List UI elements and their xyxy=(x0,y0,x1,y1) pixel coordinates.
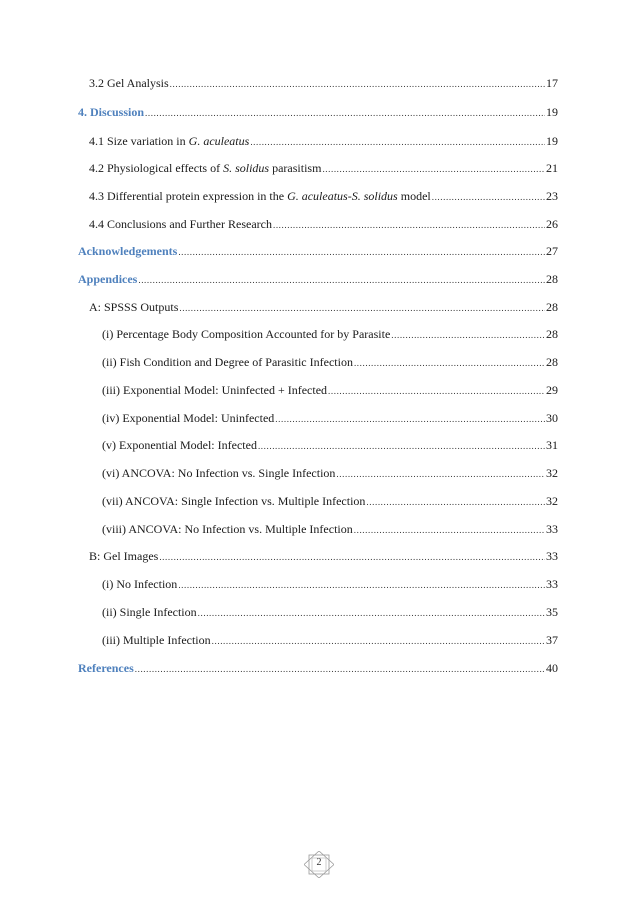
toc-entry-text: References xyxy=(78,661,134,675)
dot-leader xyxy=(391,327,545,343)
dot-leader xyxy=(354,355,545,371)
toc-entry[interactable] xyxy=(78,660,558,676)
toc-entry-page-number: 32 xyxy=(546,466,558,480)
toc-entry-page-number: 33 xyxy=(546,549,558,563)
toc-entry-title xyxy=(78,660,134,676)
dot-leader xyxy=(179,300,545,316)
toc-entry[interactable] xyxy=(78,243,558,259)
toc-entry-text: (iii) Exponential Model: Uninfected + Infected xyxy=(102,383,328,397)
toc-entry-page-number: 28 xyxy=(546,272,558,286)
toc-entry-title xyxy=(89,160,321,176)
toc-entry-text: Appendices xyxy=(78,272,138,286)
toc-entry-text: 4.4 Conclusions and Further Research xyxy=(89,217,272,231)
dot-leader xyxy=(170,76,545,92)
toc-entry-page-number: 35 xyxy=(546,605,558,619)
toc-entry-page-number: 28 xyxy=(546,355,558,369)
toc-entry[interactable] xyxy=(89,216,558,232)
toc-entry-title xyxy=(89,133,249,149)
toc-entry-title xyxy=(102,354,353,370)
toc-entry[interactable] xyxy=(102,382,558,398)
toc-entry-title xyxy=(78,243,177,259)
toc-entry-title xyxy=(89,188,431,204)
dot-leader xyxy=(212,633,545,649)
dot-leader xyxy=(178,577,545,593)
toc-entry-page-number: 21 xyxy=(546,161,558,175)
toc-entry[interactable] xyxy=(89,133,558,149)
toc-entry-title xyxy=(89,548,158,564)
toc-entry[interactable] xyxy=(102,493,558,509)
toc-entry[interactable] xyxy=(102,354,558,370)
dot-leader xyxy=(178,244,545,260)
dot-leader xyxy=(145,105,545,121)
toc-entry-text: (i) No Infection xyxy=(102,577,178,591)
toc-entry-title xyxy=(102,493,365,509)
toc-entry-text: (v) Exponential Model: Infected xyxy=(102,438,257,452)
toc-entry[interactable] xyxy=(102,604,558,620)
toc-entry[interactable] xyxy=(89,299,558,315)
toc-entry[interactable] xyxy=(102,576,558,592)
toc-entry-italic-text: G. aculeatus xyxy=(188,134,250,148)
toc-entry-text-suffix: model xyxy=(397,189,431,203)
dot-leader xyxy=(322,161,545,177)
toc-entry-text: 4.1 Size variation in xyxy=(89,134,189,148)
toc-entry-page-number: 37 xyxy=(546,633,558,647)
toc-entry-italic-text: G. aculeatus-S. solidus xyxy=(287,189,398,203)
toc-entry-text: (ii) Fish Condition and Degree of Parasitic Infection xyxy=(102,355,353,369)
toc-entry-text: 4.2 Physiological effects of xyxy=(89,161,224,175)
toc-entry-text: 4.3 Differential protein expression in the xyxy=(89,189,288,203)
toc-entry-title xyxy=(102,326,390,342)
dot-leader xyxy=(258,438,545,454)
toc-entry[interactable] xyxy=(102,326,558,342)
toc-entry-title xyxy=(102,632,211,648)
toc-entry-page-number: 30 xyxy=(546,411,558,425)
toc-entry[interactable] xyxy=(78,104,558,120)
toc-entry[interactable] xyxy=(89,160,558,176)
toc-entry-title xyxy=(78,104,144,120)
toc-entry-text: (iv) Exponential Model: Uninfected xyxy=(102,411,275,425)
toc-entry[interactable] xyxy=(89,75,558,91)
toc-entry-page-number: 33 xyxy=(546,522,558,536)
toc-entry[interactable] xyxy=(102,521,558,537)
toc-entry-title xyxy=(102,576,177,592)
toc-entry-page-number: 33 xyxy=(546,577,558,591)
toc-entry-title xyxy=(102,382,327,398)
dot-leader xyxy=(159,549,545,565)
toc-entry-title xyxy=(102,437,257,453)
toc-entry-text: (viii) ANCOVA: No Infection vs. Multiple Infection xyxy=(102,522,353,536)
toc-entry-text: Acknowledgements xyxy=(78,244,178,258)
toc-entry-text: (iii) Multiple Infection xyxy=(102,633,211,647)
toc-entry[interactable] xyxy=(89,188,558,204)
dot-leader xyxy=(250,134,545,150)
toc-entry[interactable] xyxy=(102,465,558,481)
toc-entry-page-number: 40 xyxy=(546,661,558,675)
toc-entry-title xyxy=(78,271,137,287)
toc-entry-text: (ii) Single Infection xyxy=(102,605,197,619)
toc-entry[interactable] xyxy=(102,437,558,453)
dot-leader xyxy=(336,466,545,482)
toc-entry-title xyxy=(102,604,197,620)
toc-entry-title xyxy=(89,216,272,232)
toc-entry[interactable] xyxy=(102,410,558,426)
toc-entry-page-number: 31 xyxy=(546,438,558,452)
toc-entry-title xyxy=(89,299,178,315)
toc-entry-title xyxy=(102,465,335,481)
toc-entry-page-number: 17 xyxy=(546,76,558,90)
dot-leader xyxy=(135,661,545,677)
toc-entry[interactable] xyxy=(102,632,558,648)
toc-entry-title xyxy=(102,521,353,537)
page-number-footer xyxy=(304,851,334,878)
toc-entry-page-number: 19 xyxy=(546,105,558,119)
dot-leader xyxy=(138,272,545,288)
toc-entry-page-number: 19 xyxy=(546,134,558,148)
toc-entry[interactable] xyxy=(89,548,558,564)
dot-leader xyxy=(354,522,545,538)
dot-leader xyxy=(275,411,545,427)
toc-entry-title xyxy=(89,75,169,91)
toc-entry[interactable] xyxy=(78,271,558,287)
page-number: 2 xyxy=(316,857,322,868)
toc-entry-italic-text: S. solidus xyxy=(223,161,270,175)
toc-entry-page-number: 28 xyxy=(546,327,558,341)
toc-entry-page-number: 29 xyxy=(546,383,558,397)
toc-entry-title xyxy=(102,410,274,426)
toc-entry-page-number: 23 xyxy=(546,189,558,203)
toc-entry-page-number: 28 xyxy=(546,300,558,314)
dot-leader xyxy=(328,383,545,399)
toc-entry-text: (vii) ANCOVA: Single Infection vs. Multiple Infection xyxy=(102,494,366,508)
toc-entry-text: A: SPSSS Outputs xyxy=(89,300,179,314)
dot-leader xyxy=(198,605,545,621)
toc-entry-page-number: 26 xyxy=(546,217,558,231)
toc-entry-page-number: 27 xyxy=(546,244,558,258)
toc-entry-text: (i) Percentage Body Composition Accounted for by Parasite xyxy=(102,327,391,341)
toc-entry-text: B: Gel Images xyxy=(89,549,159,563)
toc-entry-text: (vi) ANCOVA: No Infection vs. Single Infection xyxy=(102,466,336,480)
dot-leader xyxy=(273,217,545,233)
toc-entry-page-number: 32 xyxy=(546,494,558,508)
toc-entry-text: 4. Discussion xyxy=(78,105,145,119)
dot-leader xyxy=(366,494,545,510)
dot-leader xyxy=(432,189,545,205)
toc-entry-text-suffix: parasitism xyxy=(269,161,322,175)
toc-entry-text: 3.2 Gel Analysis xyxy=(89,76,169,90)
